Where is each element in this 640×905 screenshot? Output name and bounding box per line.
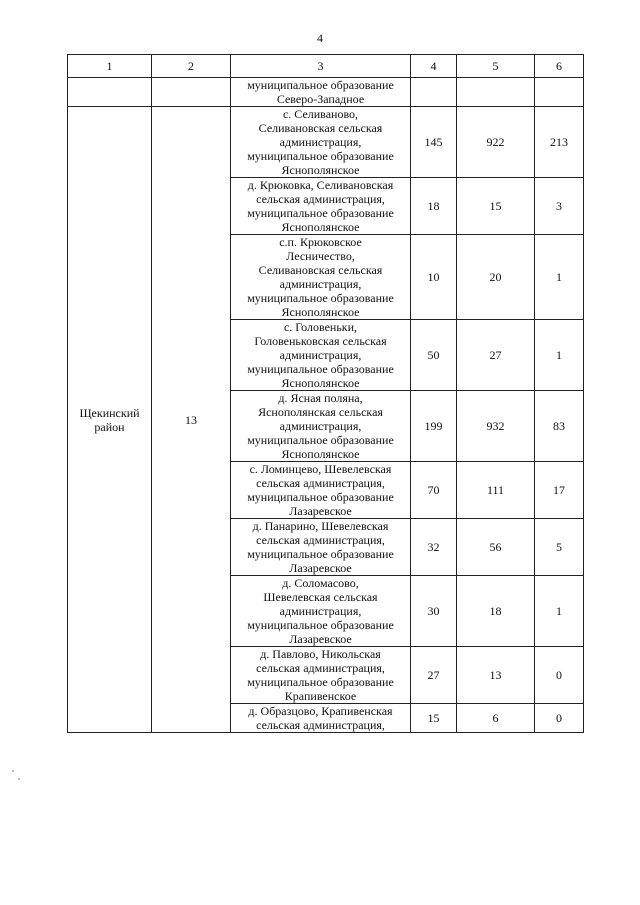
value-cell-4: 50 — [411, 320, 457, 391]
region-line: район — [94, 419, 125, 434]
description-line: администрация, — [279, 419, 362, 433]
value-cell-5: 56 — [457, 519, 535, 576]
description-line: Яснополянское — [281, 220, 360, 234]
value-cell-5: 20 — [457, 235, 535, 320]
description-line: муниципальное образование — [247, 291, 394, 305]
column-header-5: 5 — [457, 55, 535, 78]
description-line: Лазаревское — [289, 632, 352, 646]
description-line: д. Соломасово, — [282, 576, 359, 590]
value-cell-5: 27 — [457, 320, 535, 391]
value-cell-4: 18 — [411, 178, 457, 235]
description-line: муниципальное образование — [247, 206, 394, 220]
description-cell — [231, 320, 411, 391]
table-body — [68, 78, 584, 733]
description-line: сельская администрация, — [256, 192, 385, 206]
value-cell-4: 145 — [411, 107, 457, 178]
continuation-row — [68, 78, 584, 107]
description-line: д. Крюковка, Селивановская — [247, 178, 394, 192]
description-cell — [231, 391, 411, 462]
description-line: д. Павлово, Никольская — [260, 647, 381, 661]
description-cell — [231, 576, 411, 647]
value-cell-4: 10 — [411, 235, 457, 320]
value-cell-5: 111 — [457, 462, 535, 519]
value-cell-6: 83 — [535, 391, 584, 462]
description-line: муниципальное образование — [247, 362, 394, 376]
description-line: Яснополянское — [281, 305, 360, 319]
description-line: сельская администрация, — [256, 661, 385, 675]
value-cell-5 — [457, 78, 535, 107]
value-cell-4: 199 — [411, 391, 457, 462]
description-line: Яснополянское — [281, 163, 360, 177]
value-cell-6: 213 — [535, 107, 584, 178]
column-header-1: 1 — [68, 55, 152, 78]
description-line: муниципальное образование — [247, 490, 394, 504]
value-cell-6: 3 — [535, 178, 584, 235]
description-line: администрация, — [279, 348, 362, 362]
description-line: сельская администрация, — [256, 718, 385, 732]
column-header-2: 2 — [152, 55, 231, 78]
value-cell-4: 30 — [411, 576, 457, 647]
header-row — [68, 55, 584, 78]
value-cell-5: 922 — [457, 107, 535, 178]
value-cell-6: 1 — [535, 235, 584, 320]
value-cell-6: 0 — [535, 704, 584, 733]
description-line: Лазаревское — [289, 561, 352, 575]
value-cell-4: 32 — [411, 519, 457, 576]
value-cell-6 — [535, 78, 584, 107]
description-cell — [231, 107, 411, 178]
description-line: Северо-Западное — [276, 92, 365, 106]
description-line: муниципальное образование — [247, 547, 394, 561]
description-line: Крапивенское — [284, 689, 357, 703]
code-cell — [152, 78, 231, 107]
value-cell-6: 17 — [535, 462, 584, 519]
description-line: д. Ясная поляна, — [278, 391, 363, 405]
description-line: муниципальное образование — [247, 618, 394, 632]
value-cell-5: 13 — [457, 647, 535, 704]
description-cell — [231, 462, 411, 519]
description-line: муниципальное образование — [247, 149, 394, 163]
description-line: с. Селиваново, — [282, 107, 359, 121]
column-header-4: 4 — [411, 55, 457, 78]
description-line: Лазаревское — [289, 504, 352, 518]
description-line: муниципальное образование — [247, 675, 394, 689]
description-line: сельская администрация, — [256, 476, 385, 490]
value-cell-6: 1 — [535, 576, 584, 647]
description-line: Яснополянская сельская — [258, 405, 383, 419]
value-cell-5: 18 — [457, 576, 535, 647]
column-header-3: 3 — [231, 55, 411, 78]
description-line: администрация, — [279, 135, 362, 149]
description-line: с. Ломинцево, Шевелевская — [249, 462, 392, 476]
value-cell-5: 15 — [457, 178, 535, 235]
description-cell — [231, 178, 411, 235]
description-line: д. Панарино, Шевелевская — [252, 519, 389, 533]
description-cell — [231, 647, 411, 704]
region-cell — [68, 78, 152, 107]
description-line: с. Головеньки, — [283, 320, 358, 334]
description-line: Яснополянское — [281, 447, 360, 461]
description-line: администрация, — [279, 604, 362, 618]
page-number: 4 — [317, 31, 323, 45]
value-cell-6: 0 — [535, 647, 584, 704]
region-line: Щекинский — [79, 405, 140, 420]
value-cell-4: 70 — [411, 462, 457, 519]
description-line: Яснополянское — [281, 376, 360, 390]
scan-speck — [12, 770, 14, 772]
value-cell-4: 15 — [411, 704, 457, 733]
description-line: Лесничество, — [286, 249, 355, 263]
description-line: сельская администрация, — [256, 533, 385, 547]
table-row — [68, 107, 584, 178]
description-line: муниципальное образование — [247, 78, 394, 92]
data-table — [67, 54, 584, 733]
value-cell-4 — [411, 78, 457, 107]
description-line: Головеньковская сельская — [254, 334, 387, 348]
value-cell-5: 932 — [457, 391, 535, 462]
description-cell — [231, 704, 411, 733]
description-line: Шевелевская сельская — [263, 590, 378, 604]
region-cell — [68, 107, 152, 733]
description-line: с.п. Крюковское — [279, 235, 362, 249]
value-cell-4: 27 — [411, 647, 457, 704]
value-cell-5: 6 — [457, 704, 535, 733]
description-line: д. Образцово, Крапивенская — [248, 704, 393, 718]
column-header-6: 6 — [535, 55, 584, 78]
code-cell: 13 — [152, 107, 231, 733]
description-line: муниципальное образование — [247, 433, 394, 447]
scan-speck — [18, 778, 20, 780]
description-cell — [231, 235, 411, 320]
value-cell-6: 1 — [535, 320, 584, 391]
description-cell — [231, 78, 411, 107]
description-cell — [231, 519, 411, 576]
description-line: администрация, — [279, 277, 362, 291]
value-cell-6: 5 — [535, 519, 584, 576]
description-line: Селивановская сельская — [258, 263, 383, 277]
description-line: Селивановская сельская — [258, 121, 383, 135]
